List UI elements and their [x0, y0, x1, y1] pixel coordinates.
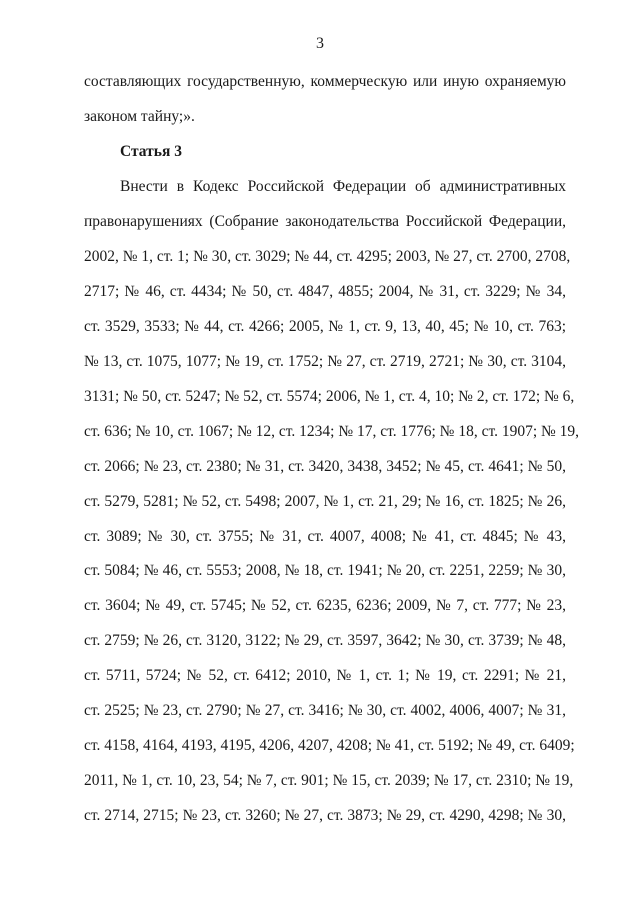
body-line: ст. 3604; № 49, ст. 5745; № 52, ст. 6235, 6236; 2009, № 7, ст. 777; № 23,	[84, 597, 566, 614]
body-line: ст. 5279, 5281; № 52, ст. 5498; 2007, № 1, ст. 21, 29; № 16, ст. 1825; № 26,	[84, 493, 566, 510]
body-line: Внести в Кодекс Российской Федерации об административных	[120, 178, 566, 195]
article-heading: Статья 3	[120, 143, 182, 160]
body-line: ст. 5084; № 46, ст. 5553; 2008, № 18, ст. 1941; № 20, ст. 2251, 2259; № 30,	[84, 562, 566, 579]
body-line: ст. 2759; № 26, ст. 3120, 3122; № 29, ст. 3597, 3642; № 30, ст. 3739; № 48,	[84, 632, 566, 649]
body-line: ст. 2714, 2715; № 23, ст. 3260; № 27, ст. 3873; № 29, ст. 4290, 4298; № 30,	[84, 807, 566, 824]
body-line: 2717; № 46, ст. 4434; № 50, ст. 4847, 4855; 2004, № 31, ст. 3229; № 34,	[84, 283, 566, 300]
body-line: ст. 2525; № 23, ст. 2790; № 27, ст. 3416; № 30, ст. 4002, 4006, 4007; № 31,	[84, 702, 566, 719]
body-line: ст. 2066; № 23, ст. 2380; № 31, ст. 3420, 3438, 3452; № 45, ст. 4641; № 50,	[84, 458, 566, 475]
intro-line-2: законом тайну;».	[84, 108, 195, 125]
body-line: ст. 5711, 5724; № 52, ст. 6412; 2010, № 1, ст. 1; № 19, ст. 2291; № 21,	[84, 667, 566, 684]
body-line: ст. 3529, 3533; № 44, ст. 4266; 2005, № 1, ст. 9, 13, 40, 45; № 10, ст. 763;	[84, 318, 566, 335]
page-number: 3	[316, 35, 324, 52]
body-line: ст. 636; № 10, ст. 1067; № 12, ст. 1234; № 17, ст. 1776; № 18, ст. 1907; № 19,	[84, 423, 580, 440]
intro-line-1: составляющих государственную, коммерческую или иную охраняемую	[84, 73, 566, 90]
body-line: ст. 3089; № 30, ст. 3755; № 31, ст. 4007, 4008; № 41, ст. 4845; № 43,	[84, 528, 566, 545]
body-line: ст. 4158, 4164, 4193, 4195, 4206, 4207, 4208; № 41, ст. 5192; № 49, ст. 6409;	[84, 737, 575, 754]
body-line: правонарушениях (Собрание законодательства Российской Федерации,	[84, 213, 566, 230]
body-line: 3131; № 50, ст. 5247; № 52, ст. 5574; 2006, № 1, ст. 4, 10; № 2, ст. 172; № 6,	[84, 388, 575, 405]
body-line: 2011, № 1, ст. 10, 23, 54; № 7, ст. 901; № 15, ст. 2039; № 17, ст. 2310; № 19,	[84, 772, 574, 789]
body-line: № 13, ст. 1075, 1077; № 19, ст. 1752; № 27, ст. 2719, 2721; № 30, ст. 3104,	[84, 353, 566, 370]
body-line: 2002, № 1, ст. 1; № 30, ст. 3029; № 44, ст. 4295; 2003, № 27, ст. 2700, 2708,	[84, 248, 571, 265]
